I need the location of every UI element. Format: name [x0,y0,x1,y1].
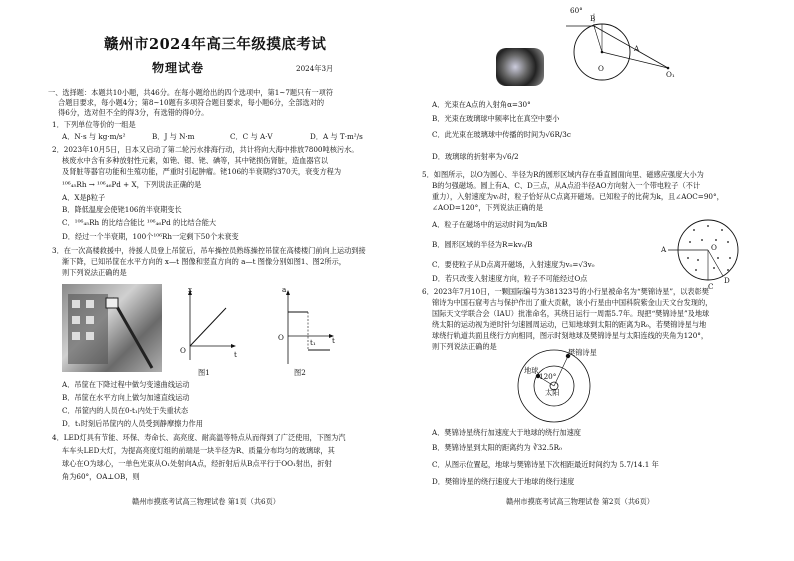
orbit-fig-sun-label: 太阳 [545,388,560,397]
q5-option-a: A．粒子在磁场中的运动时间为π/kB [432,220,548,229]
q6-option-c: C．从图示位置起，地球与樊锦诗星下次相距最近时间约为 5.7/14.1 年 [432,460,659,469]
q4-option-c: C．此光束在玻璃球中传播的时间为√6R/3c [432,130,571,139]
section-instruction-line: 合题目要求，每小题4分；第8~10题有多项符合题目要求，每小题6分，全部选对的 [58,98,325,107]
q3-option-b: B．吊筐在水平方向上做匀加速直线运动 [62,393,190,402]
q5-fig-point-a: A [661,245,667,254]
q2-option-c: C．¹⁰⁶₄₅Rh 的比结合能比 ¹⁰⁶₄₆Pd 的比结合能大 [62,218,217,227]
page-footer-left: 赣州市摸底考试高三物理试卷 第1页（共6页） [132,497,280,506]
led-headlight-photo [496,48,544,86]
exam-date: 2024年3月 [296,64,334,73]
q4-option-d: D．玻璃球的折射率为√6/2 [432,152,519,161]
orbit-fig-star-label: 樊锦诗星 [568,348,597,357]
q6-option-a: A．樊锦诗星绕行加速度大于地球的绕行加速度 [432,428,581,437]
q5-line: ∠AOD=120°，下列说法正确的是 [432,203,543,212]
fig-angle-60: 60° [570,6,583,15]
q4-option-a: A．光束在A点的入射角α=30° [432,100,531,109]
q3-line: 则下列说法正确的是 [62,268,127,277]
fig-point-b: B [590,14,596,23]
q3-option-c: C．吊筐内的人员在0-t₁内处于失重状态 [62,406,189,415]
q6-option-b: B．樊锦诗星到太阳的距离约为 ∛32.5R₀ [432,443,562,452]
q4-line: 角为60°，OA⊥OB，则 [62,472,140,481]
q5-option-b: B．圆形区域的半径为R=kv₀/B [432,240,533,249]
fig-point-o: O [598,64,604,73]
right-page [418,0,768,561]
fig1-origin-label: O [180,346,186,355]
fig2-axis-t-label: t [332,336,335,345]
q2-line: 2．2023年10月5日，日本又启动了第二轮污水排海行动，共计将向大海中排放7800吨核污水。 [52,145,359,154]
exam-title: 赣州市2024年高三年级摸底考试 [104,36,327,53]
q4-line: 球心在O为球心，一单色光束从O₁处射向A点，经折射后从B点平行于OO₁射出，折射 [62,459,332,468]
figure-2-a-t-graph [274,288,336,368]
q2-option-b: B．降低温度会使铑106的半衰期变长 [62,205,182,214]
fig-point-a: A [634,44,640,53]
q6-line: 则下列说法正确的是 [432,342,497,351]
q1-stem: 1．下列单位等价的一组是 [52,120,136,129]
q6-line: 球绕行轨道共面且绕行方向相同，图示时刻地球及樊锦诗星与太阳连线的夹角为120°， [432,331,709,340]
q4-line: 车车头LED大灯，为提高亮度灯组的前端是一块半径为R、质量分布均匀的玻璃球，其 [62,446,335,455]
fig1-axis-t-label: t [234,350,237,359]
q1-option-d: D．A 与 T·m²/s [310,132,363,141]
q3-option-a: A．吊筐在下降过程中做匀变速曲线运动 [62,380,190,389]
q6-line: 锦诗为中国石窟考古与保护作出了重大贡献，该小行星由中国科院紫金山天文台发现的， [432,298,713,307]
q4-line: 4．LED灯具有节能、环保、寿命长、高亮度、耐高温等特点从而得到了广泛使用，下图为汽 [52,433,346,442]
q2-line: 核废水中含有多种放射性元素，如铯、锶、铑、碘等，其中铑损伤肾脏，造血器官以 [62,156,328,165]
page-footer-right: 赣州市摸底考试高三物理试卷 第2页（共6页） [506,497,654,506]
q6-line: 绕太阳的运动视为逆时针匀速圆周运动，已知地球到太阳的距离为R₀，若樊锦诗星与地 [432,320,707,329]
orbit-fig-angle-label: 120° [539,372,557,381]
q5-fig-point-d: D [724,276,730,285]
figure-1-x-t-graph [174,288,236,368]
fig-point-o1: O₁ [666,70,675,79]
q1-option-a: A．N·s 与 kg·m/s² [62,132,126,141]
left-page [48,0,398,561]
q3-line: 渐下降，已知吊筐在水平方向的 x—t 图像和竖直方向的 a—t 图像分别如图1、图2所示， [62,257,346,266]
q2-line: 及肾脏等器官功能和生殖功能，严重时引起肿瘤。铑106的半衰期约370天，衰变方程为 [62,167,342,176]
q2-line: ¹⁰⁶₄₅Rh → ¹⁰⁶₄₆Pd + X，下列说法正确的是 [62,180,202,189]
crane-rescue-photo [62,284,162,372]
q2-option-a: A．X是β粒子 [62,193,106,202]
fig1-axis-x-label: x [188,285,193,294]
q5-line: 重力），入射速度为v₀时，粒子恰好从C点离开磁场。已知粒子的比荷为k，且∠AOC=90°， [432,192,724,201]
q4-option-b: B．光束在玻璃球中频率比在真空中要小 [432,114,560,123]
section-instruction-line: 得6分，选对但不全的得3分，有选错的得0分。 [58,108,209,117]
fig1-caption: 图1 [198,368,210,377]
q5-fig-point-o: O [711,243,717,252]
q5-line: 5．如图所示，以O为圆心、半径为R的圆形区域内存在垂直圆面向里、磁感应强度大小为 [422,170,704,179]
q6-line: 国际天文学联合会（IAU）批准命名，其绕日运行一周需5.7年。现把“樊锦诗星”及地球 [432,309,710,318]
fig2-caption: 图2 [294,368,306,377]
q1-option-c: C．C 与 A·V [230,132,273,141]
orbit-fig-earth-label: 地球 [524,366,539,375]
exam-subtitle: 物理试卷 [152,61,205,75]
q6-line: 6．2023年7月10日，一颗国际编号为381323号的小行星被命名为“樊锦诗星”，以表彰樊 [422,287,709,296]
q5-line: B的匀强磁场。圆上有A、C、D三点，从A点沿半径AO方向射入一个带电粒子（不计 [432,181,701,190]
q5-option-d: D．若只改变入射速度方向，粒子不可能经过O点 [432,274,588,283]
q1-option-b: B．J 与 N·m [152,132,195,141]
crane-icon [62,284,162,372]
q3-option-d: D．t₁时刻后吊筐内的人员受到静摩擦力作用 [62,419,203,428]
q3-line: 3．在一次高楼救援中，待援人员登上吊筐后，吊车操控员熟练操控吊筐在高楼楼门前向上运动到接 [52,246,366,255]
fig2-t1-label: t₁ [310,338,316,347]
q2-option-d: D．经过一个半衰期，100个¹⁰⁶Rh一定剩下50个未衰变 [62,232,239,241]
q6-option-d: D．樊锦诗星的绕行速度大于地球的绕行速度 [432,477,575,486]
glass-ball-refraction-figure [558,8,678,90]
q5-option-c: C．要使粒子从D点离开磁场，入射速度为v₀=√3v₀ [432,260,595,269]
fig2-axis-a-label: a [282,285,287,294]
q5-fig-point-c: C [708,282,714,291]
section-instruction-line: 一、选择题：本题共10小题，共46分。在每小题给出的四个选项中，第1~7题只有一项符 [48,88,334,97]
fig2-origin-label: O [278,333,284,342]
